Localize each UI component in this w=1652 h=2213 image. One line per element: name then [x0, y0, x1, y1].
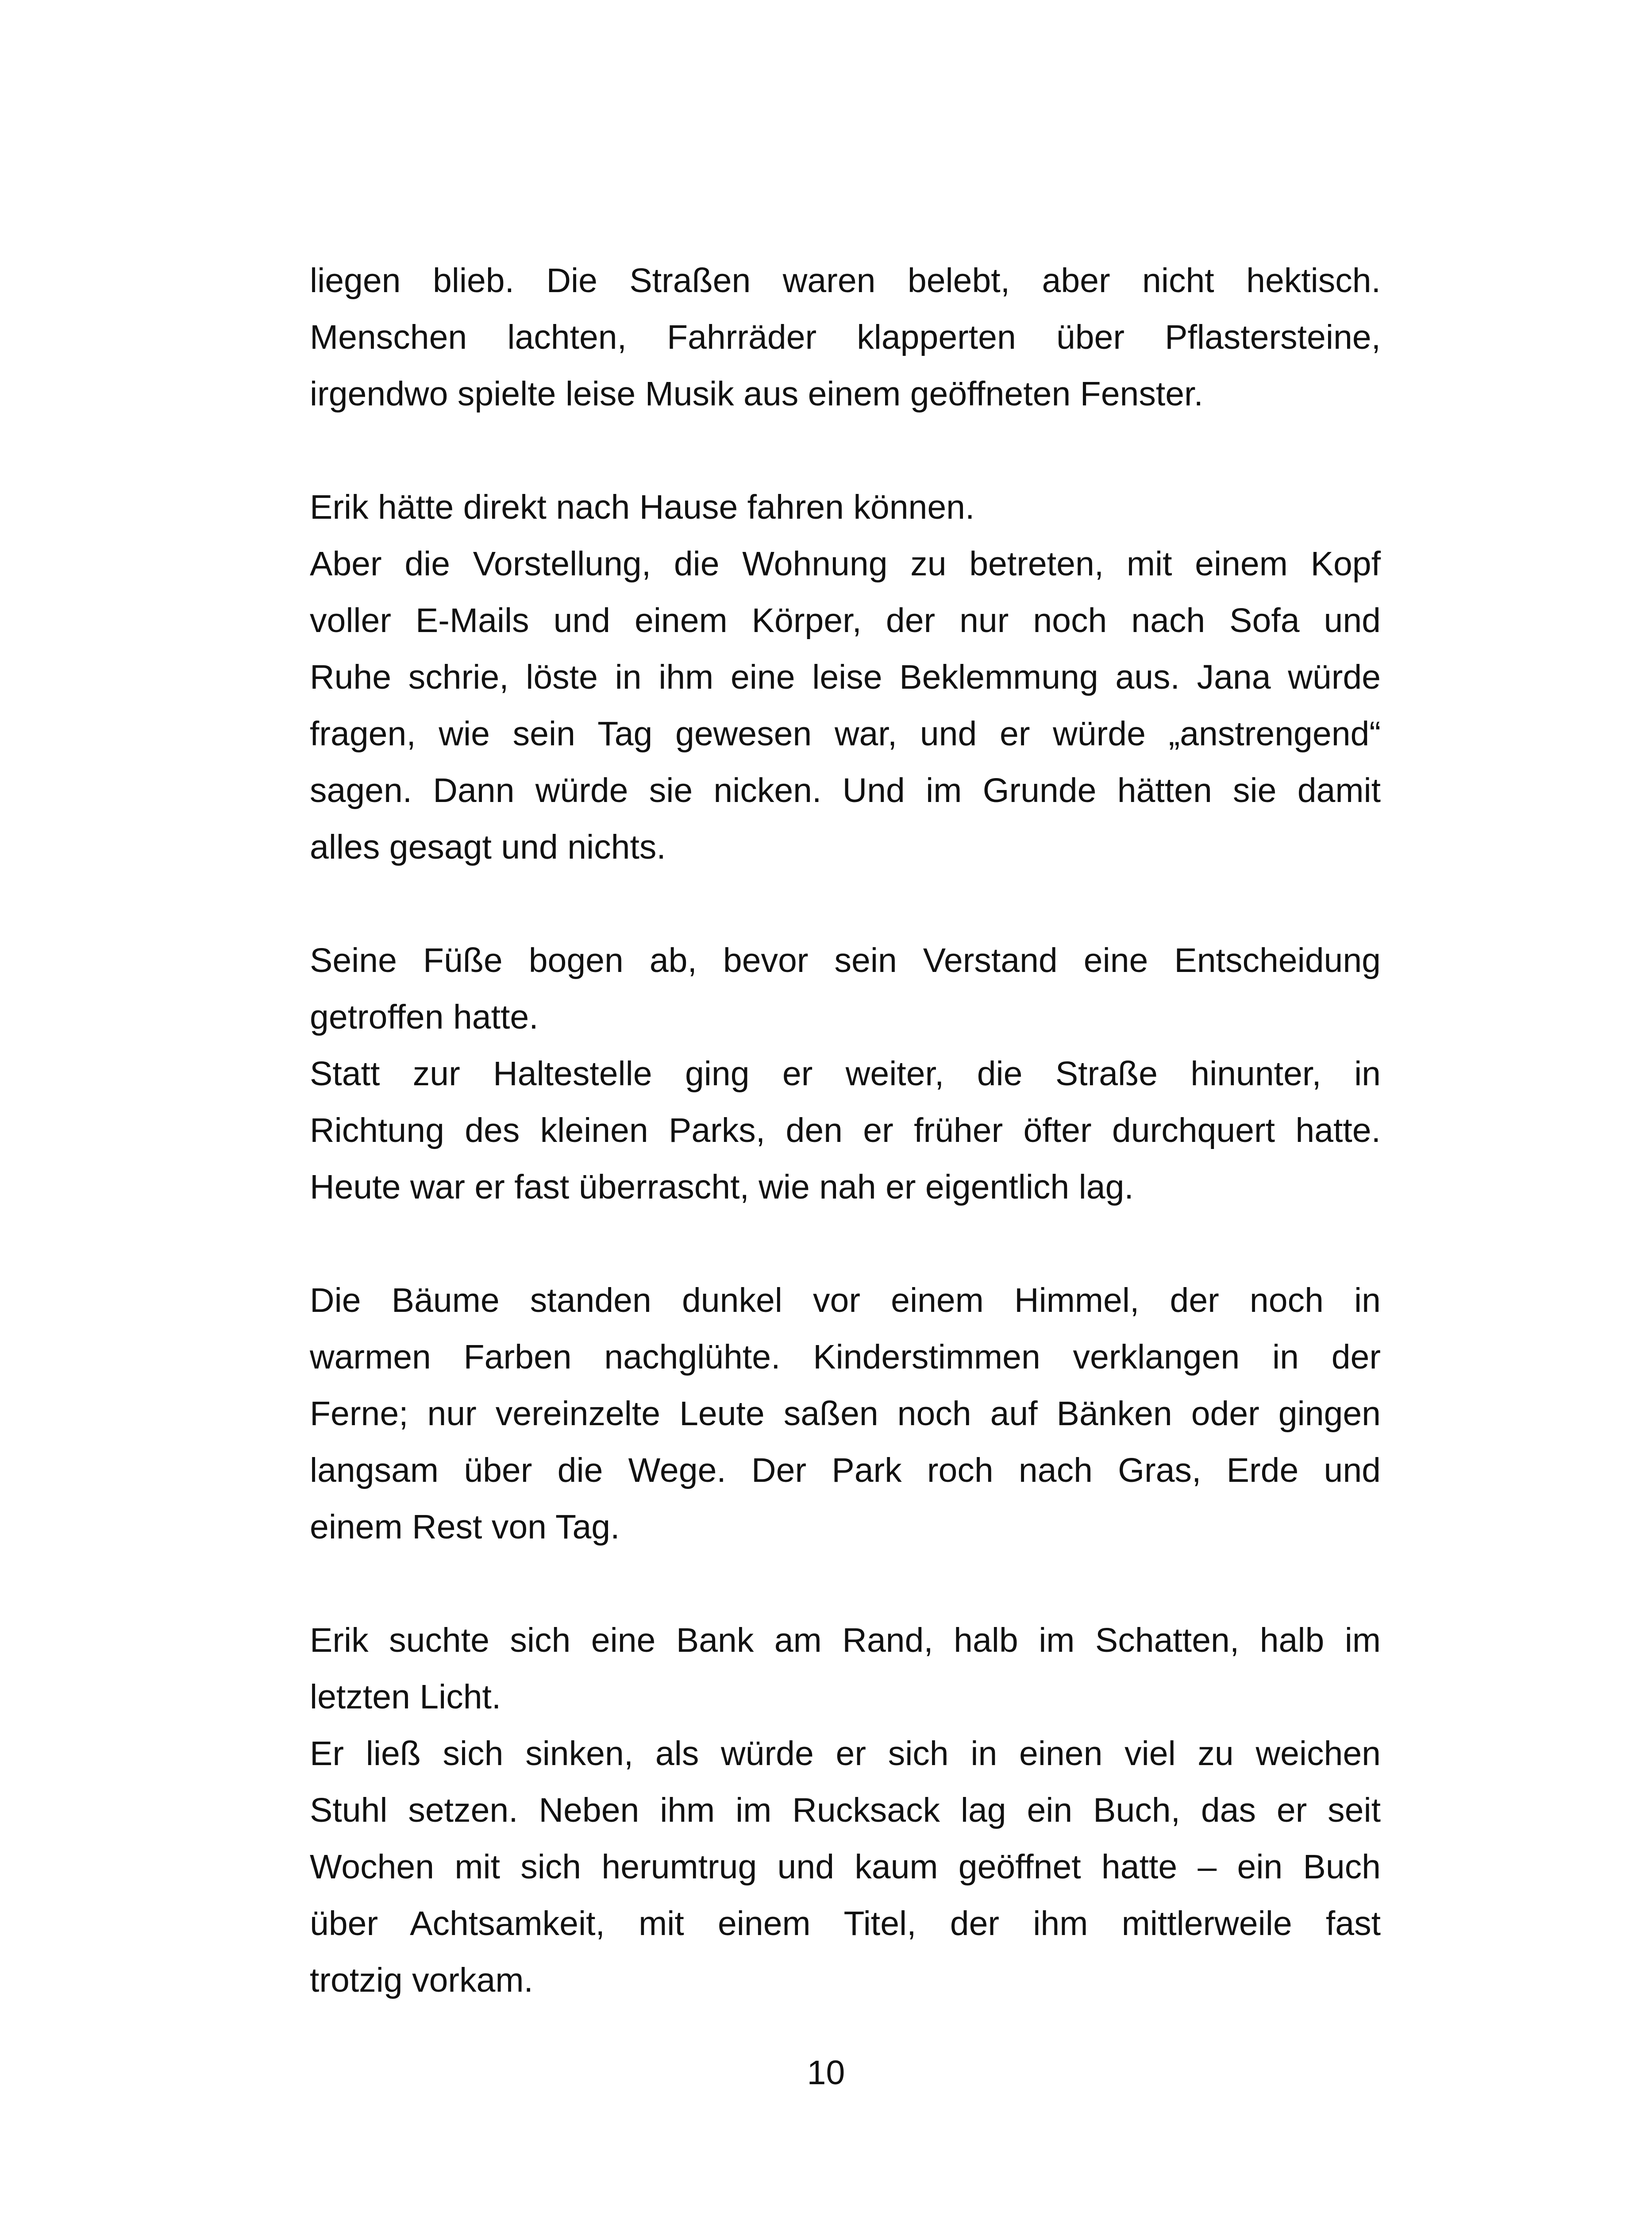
text-line: Stuhl setzen. Neben ihm im Rucksack lag ein Buch, das er seit	[310, 1791, 1381, 1829]
paragraph-2	[310, 479, 1381, 875]
text-line: getroffen hatte.	[310, 998, 539, 1036]
text-line: liegen blieb. Die Straßen waren belebt, aber nicht hektisch.	[310, 262, 1381, 300]
text-line: Erik hätte direkt nach Hause fahren können.	[310, 488, 975, 526]
text-line: Wochen mit sich herumtrug und kaum geöffnet hatte – ein Buch	[310, 1848, 1381, 1886]
text-line: Er ließ sich sinken, als würde er sich in einen viel zu weichen	[310, 1735, 1381, 1773]
page-number: 10	[807, 2054, 845, 2092]
text-line: sagen. Dann würde sie nicken. Und im Grunde hätten sie damit	[310, 771, 1381, 810]
text-line: Menschen lachten, Fahrräder klapperten über Pflastersteine,	[310, 318, 1381, 356]
paragraph-3	[310, 932, 1381, 1215]
text-line: irgendwo spielte leise Musik aus einem geöffneten Fenster.	[310, 375, 1203, 413]
text-line: Seine Füße bogen ab, bevor sein Verstand eine Entscheidung	[310, 941, 1381, 979]
text-line: langsam über die Wege. Der Park roch nach Gras, Erde und	[310, 1451, 1381, 1489]
text-line: voller E-Mails und einem Körper, der nur noch nach Sofa und	[310, 601, 1381, 640]
text-line: warmen Farben nachglühte. Kinderstimmen verklangen in der	[310, 1338, 1381, 1376]
text-line: Heute war er fast überrascht, wie nah er eigentlich lag.	[310, 1168, 1134, 1206]
text-line: trotzig vorkam.	[310, 1961, 533, 1999]
text-line: alles gesagt und nichts.	[310, 828, 666, 866]
text-line: Die Bäume standen dunkel vor einem Himmel, der noch in	[310, 1281, 1381, 1319]
text-line: Richtung des kleinen Parks, den er früher öfter durchquert hatte.	[310, 1111, 1381, 1149]
text-line: Aber die Vorstellung, die Wohnung zu betreten, mit einem Kopf	[310, 545, 1381, 583]
text-line: Ferne; nur vereinzelte Leute saßen noch auf Bänken oder gingen	[310, 1395, 1381, 1433]
text-line: Erik suchte sich eine Bank am Rand, halb im Schatten, halb im	[310, 1621, 1381, 1659]
text-line: über Achtsamkeit, mit einem Titel, der ihm mittlerweile fast	[310, 1905, 1381, 1943]
paragraph-4	[310, 1272, 1381, 1555]
text-line: letzten Licht.	[310, 1678, 501, 1716]
body-text	[310, 252, 1381, 2009]
text-line: fragen, wie sein Tag gewesen war, und er würde „anstrengend“	[310, 715, 1381, 753]
paragraph-5	[310, 1612, 1381, 2009]
text-line: Statt zur Haltestelle ging er weiter, die Straße hinunter, in	[310, 1055, 1381, 1093]
paragraph-1	[310, 252, 1381, 422]
text-line: Ruhe schrie, löste in ihm eine leise Beklemmung aus. Jana würde	[310, 658, 1381, 696]
text-line: einem Rest von Tag.	[310, 1508, 620, 1546]
